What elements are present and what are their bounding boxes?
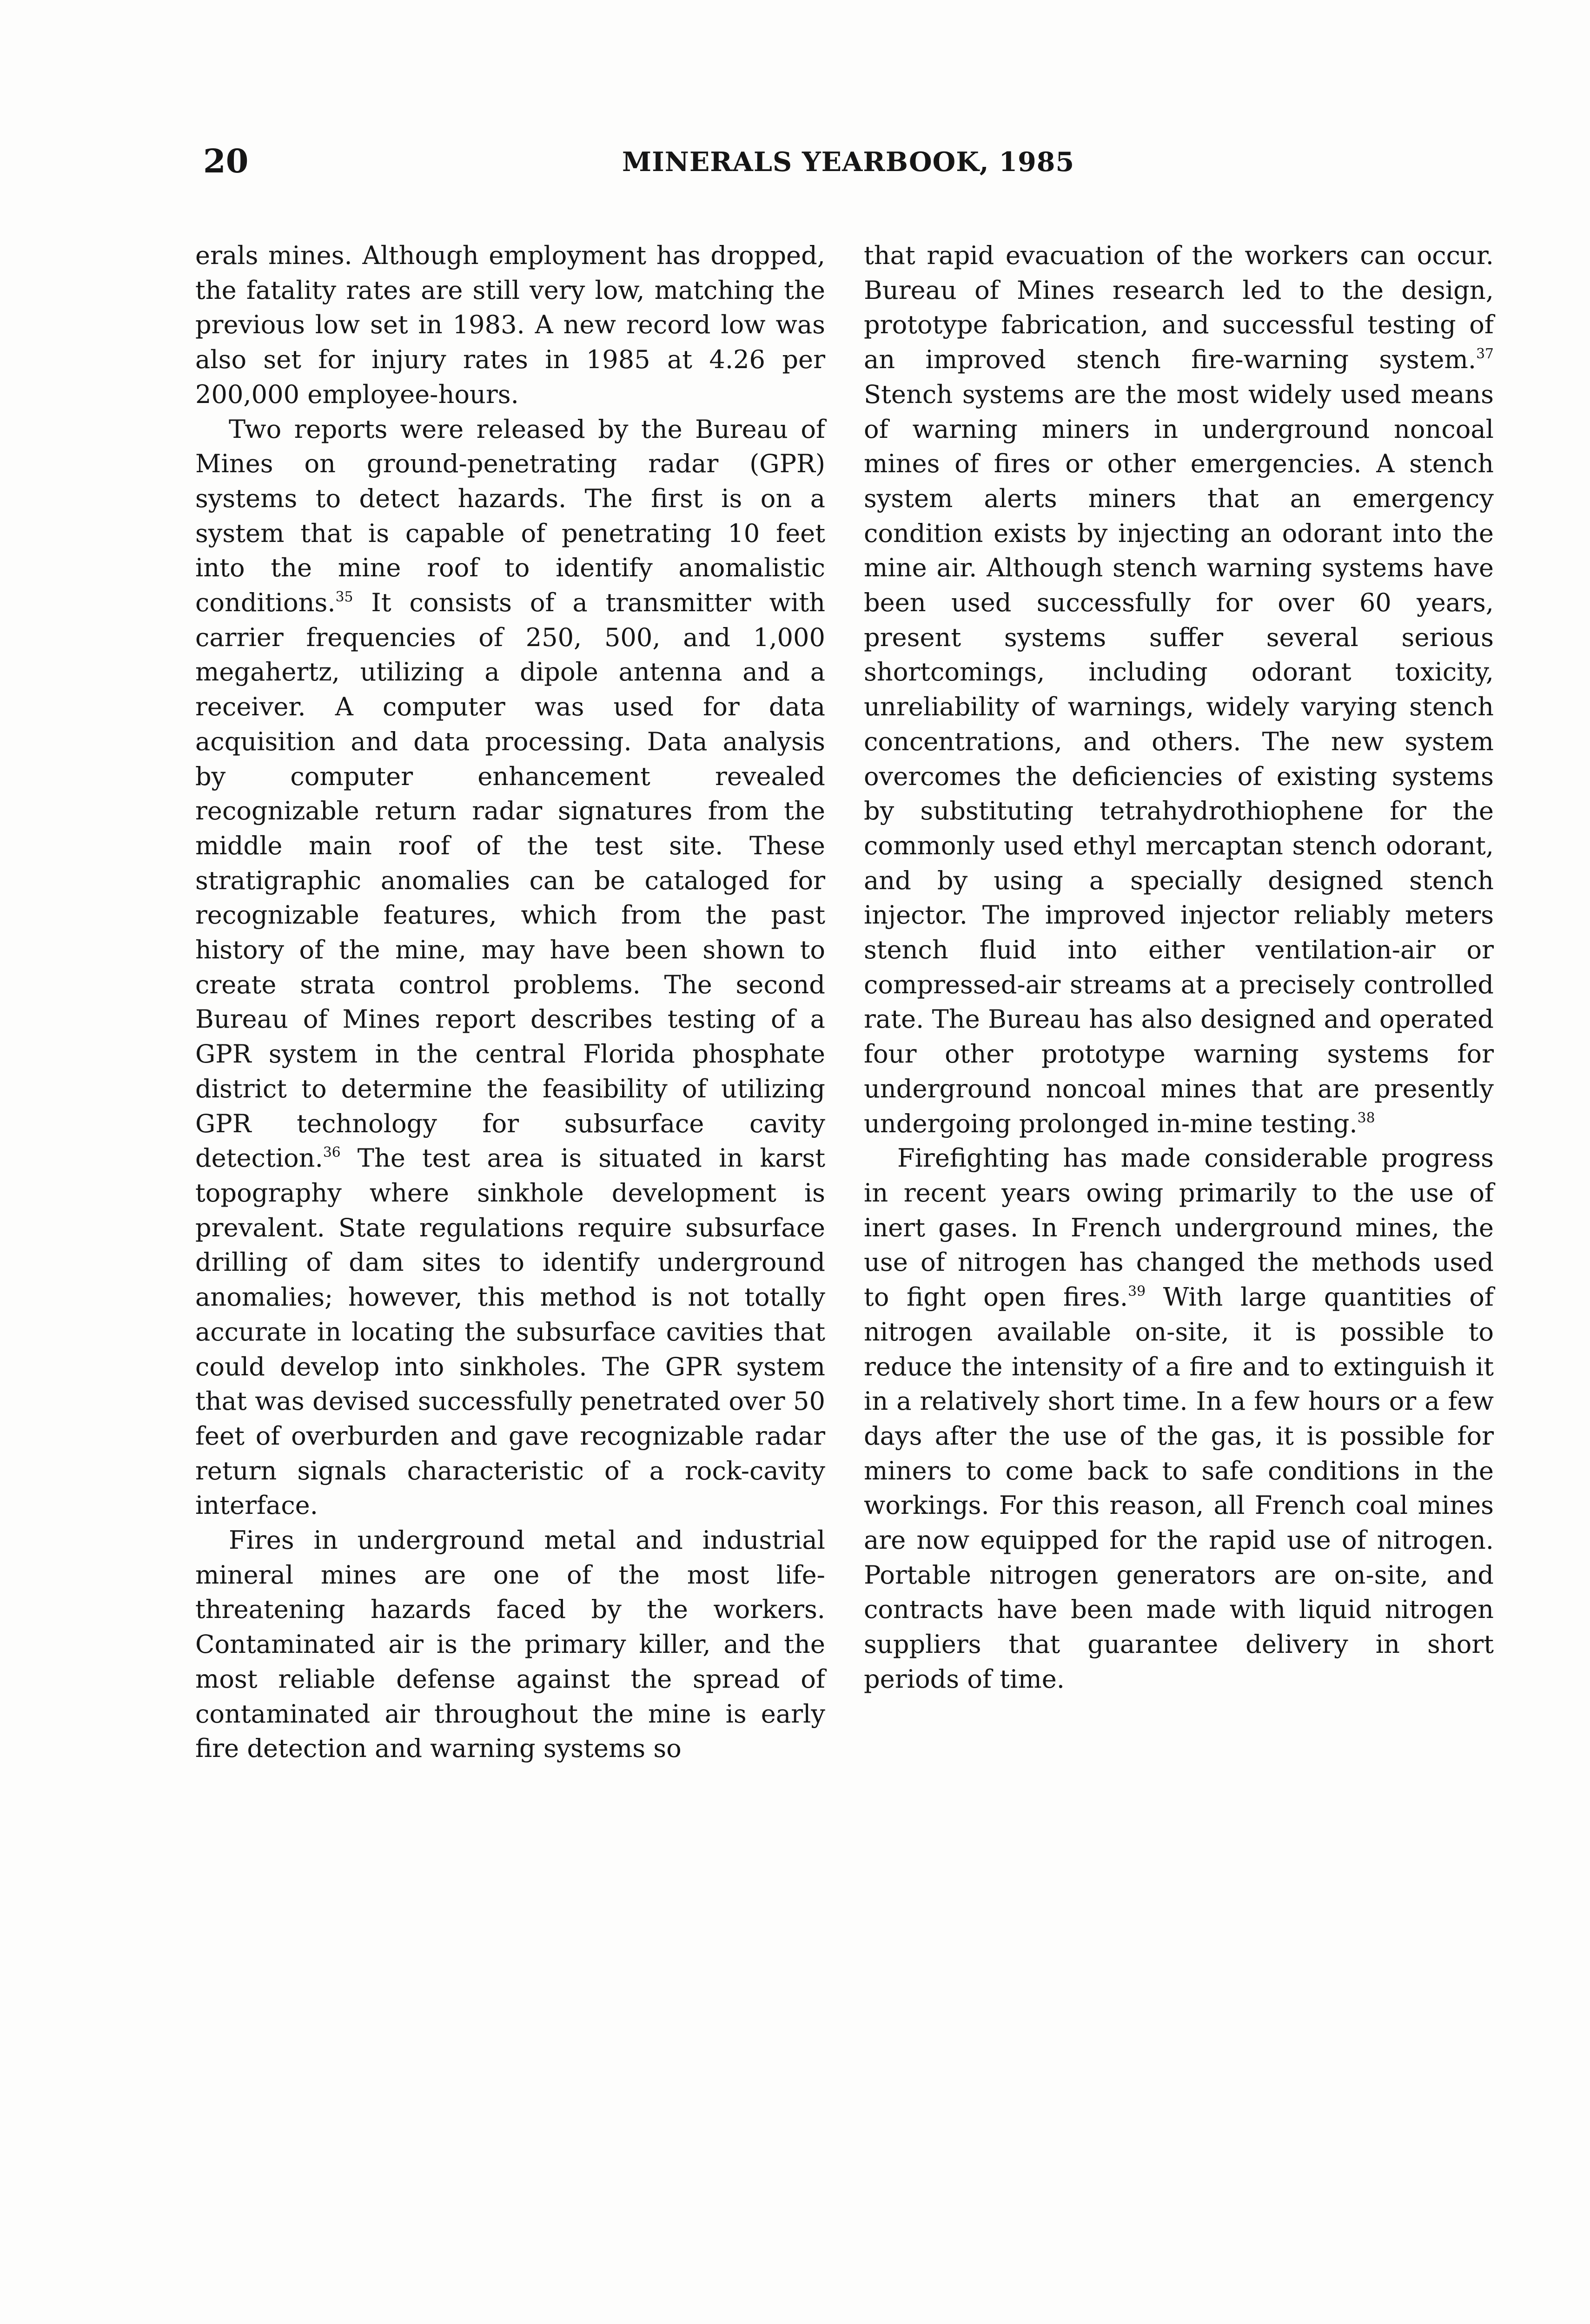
paragraph-gpr-reports: [195, 412, 825, 1524]
paragraph-text: that rapid evacuation of the workers can occur. Bureau of Mines research led to the design, prototype fabrication, and successful testing of an improved stench fire-warning system.: [864, 241, 1494, 375]
footnote-ref: 39: [1128, 1283, 1146, 1300]
right-column: [864, 238, 1494, 1697]
footnote-ref: 36: [323, 1144, 341, 1161]
paragraph-text: The test area is situated in karst topography where sinkhole development is prevalent. State regulations require subsurface drilling of dam sites to identify underground anomalies; however, this method is not totally accurate in locating the subsurface cavities that could develop into sinkholes. The GPR system that was devised successfully penetrated over 50 feet of overburden and gave recognizable radar return signals characteristic of a rock-cavity interface.: [195, 1143, 825, 1520]
paragraph-firefighting: [864, 1141, 1494, 1697]
paragraph-text: Fires in underground metal and industrial mineral mines are one of the most life-threatening hazards faced by the workers. Contaminated air is the primary killer, and the most reliable defense against the spread of contaminated air throughout the mine is early fire detection and warning systems so: [195, 1525, 825, 1763]
paragraph-fires: [195, 1523, 825, 1766]
paragraph-text: Two reports were released by the Bureau of Mines on ground-penetrating radar (GPR) systems to detect hazards. The first is on a system that is capable of penetrating 10 feet into the mine roof to identify anomalistic conditions.: [195, 414, 825, 618]
paragraph-stench-warning: [864, 238, 1494, 1141]
page-number: 20: [203, 142, 249, 180]
paragraph-text: Stench systems are the most widely used means of warning miners in underground noncoal mines of fires or other emergencies. A stench system alerts miners that an emergency condition exists by injecting an odorant into the mine air. Although stench warning systems have been used successfully for over 60 years, present systems suffer several serious shortcomings, including odorant toxicity, unreliability of warnings, widely varying stench concentrations, and others. The new system overcomes the deficiencies of existing systems by substituting tetrahydrothiophene for the commonly used ethyl mercaptan stench odorant, and by using a specially designed stench injector. The improved injector reliably meters stench fluid into either ventilation-air or compressed-air streams at a precisely controlled rate. The Bureau has also designed and operated four other prototype warning systems for underground noncoal mines that are presently undergoing prolonged in-mine testing.: [864, 379, 1494, 1138]
paragraph-text: Firefighting has made considerable progress in recent years owing primarily to the use of inert gases. In French underground mines, the use of nitrogen has changed the methods used to fight open fires.: [864, 1143, 1494, 1312]
left-column: [195, 238, 825, 1766]
paragraph-text: It consists of a transmitter with carrier frequencies of 250, 500, and 1,000 megahertz, utilizing a dipole antenna and a receiver. A computer was used for data acquisition and data processing. Data analysis by computer enhancement revealed recognizable return radar signatures from the middle main roof of the test site. These stratigraphic anomalies can be cataloged for recognizable features, which from the past history of the mine, may have been shown to create strata control problems. The second Bureau of Mines report describes testing of a GPR system in the central Florida phosphate district to determine the feasibility of utilizing GPR technology for subsurface cavity detection.: [195, 588, 825, 1173]
paragraph-text: With large quantities of nitrogen available on-site, it is possible to reduce the intensity of a fire and to extinguish it in a relatively short time. In a few hours or a few days after the use of the gas, it is possible for miners to come back to safe conditions in the workings. For this reason, all French coal mines are now equipped for the rapid use of nitrogen. Portable nitrogen generators are on-site, and contracts have been made with liquid nitrogen suppliers that guarantee delivery in short periods of time.: [864, 1282, 1494, 1694]
running-title: MINERALS YEARBOOK, 1985: [622, 146, 1075, 178]
paragraph-continued-employment: [195, 238, 825, 412]
footnote-ref: 38: [1357, 1109, 1375, 1126]
footnote-ref: 35: [335, 589, 353, 606]
paragraph-text: erals mines. Although employment has dropped, the fatality rates are still very low, matching the previous low set in 1983. A new record low was also set for injury rates in 1985 at 4.26 per 200,000 employee-hours.: [195, 241, 825, 409]
footnote-ref: 37: [1476, 346, 1494, 363]
